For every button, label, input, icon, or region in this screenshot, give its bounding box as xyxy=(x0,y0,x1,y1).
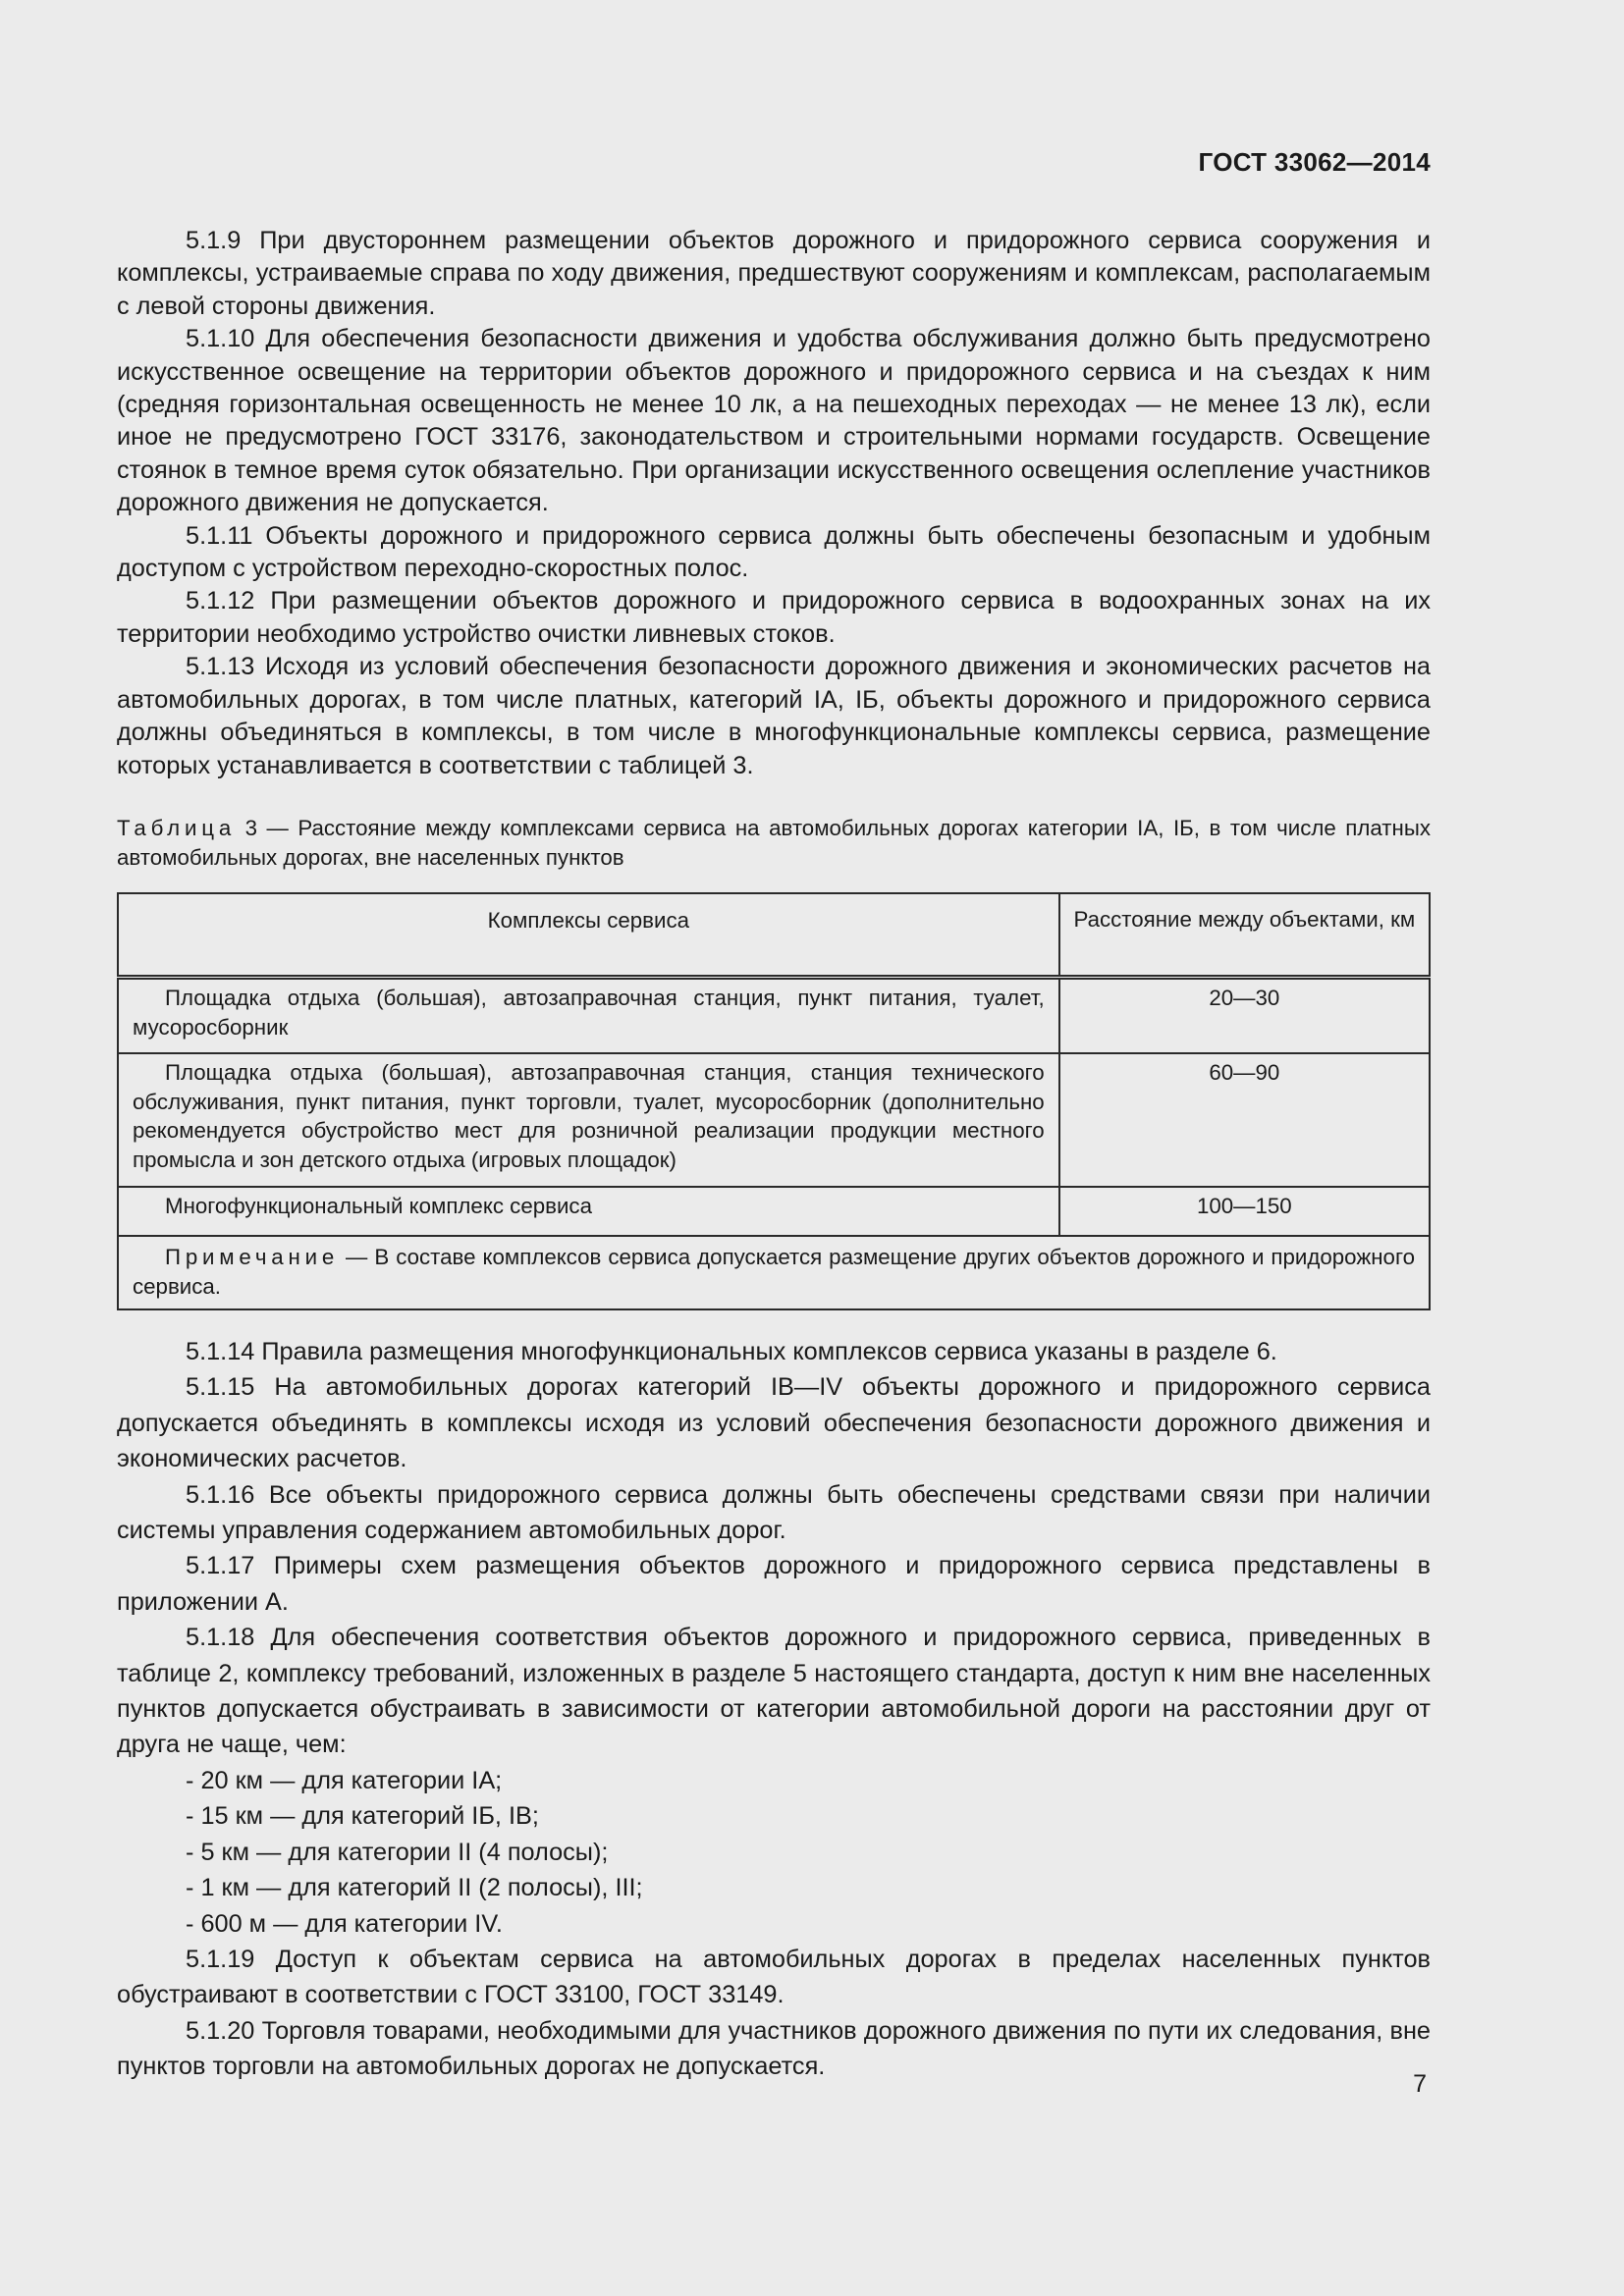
table-cell-complex-text: Площадка отдыха (большая), автозаправочная станция, станция технического обслуживания, пункт питания, пункт торговли, туалет, мусоросборник (дополнительно рекомендуется обустройство мест для розничной реализации продукции местного промысла и зон детского отдыха (игровых площадок) xyxy=(133,1060,1045,1172)
table-header-row xyxy=(118,893,1430,978)
table-note-label: Примечание xyxy=(165,1245,340,1269)
table-caption xyxy=(117,814,1431,873)
table-cell-complex-text: Площадка отдыха (большая), автозаправочная станция, пункт питания, туалет, мусоросборник xyxy=(133,986,1045,1040)
clause-5-1-13: 5.1.13 Исходя из условий обеспечения безопасности дорожного движения и экономических расчетов на автомобильных дорогах, в том числе платных, категорий IA, IБ, объекты дорожного и придорожного сервиса должны объединяться в комплексы, в том числе в многофункциональные комплексы сервиса, размещение которых устанавливается в соответствии с таблицей 3. xyxy=(117,653,1431,779)
service-distance-table xyxy=(117,892,1431,1310)
list-item: - 20 км — для категории IA; xyxy=(186,1766,503,1794)
list-item: - 15 км — для категорий IБ, IB; xyxy=(186,1802,539,1831)
clause-5-1-9: 5.1.9 При двустороннем размещении объектов дорожного и придорожного сервиса сооружения и комплексы, устраиваемые справа по ходу движения, предшествуют сооружениям и комплексам, располагаемым с левой стороны движения. xyxy=(117,227,1431,320)
clause-5-1-19: 5.1.19 Доступ к объектам сервиса на автомобильных дорогах в пределах населенных пунктов обустраивают в соответствии с ГОСТ 33100, ГОСТ 33149. xyxy=(117,1945,1431,2009)
list-item: - 5 км — для категории II (4 полосы); xyxy=(186,1838,609,1866)
document-page xyxy=(117,0,1431,2296)
clause-5-1-10: 5.1.10 Для обеспечения безопасности движения и удобства обслуживания должно быть предусмотрено искусственное освещение на территории объектов дорожного и придорожного сервиса и на съездах к ним (средняя горизонтальная освещенность не менее 10 лк, а на пешеходных переходах — не менее 13 лк), если иное не предусмотрено ГОСТ 33176, законодательством и строительными нормами государств. Освещение стоянок в темное время суток обязательно. При организации искусственного освещения ослепление участников дорожного движения не допускается. xyxy=(117,325,1431,517)
table-cell-complex xyxy=(118,978,1059,1054)
table-note-text: — В составе комплексов сервиса допускается размещение других объектов дорожного и придорожного сервиса. xyxy=(133,1245,1415,1299)
table-cell-distance: 20—30 xyxy=(1059,978,1430,1054)
table-cell-distance: 100—150 xyxy=(1059,1187,1430,1236)
table-note-row xyxy=(118,1236,1430,1309)
table-row xyxy=(118,1053,1430,1187)
clause-5-1-17: 5.1.17 Примеры схем размещения объектов дорожного и придорожного сервиса представлены в приложении А. xyxy=(117,1552,1431,1616)
table-note-content xyxy=(133,1243,1415,1301)
table-caption-label: Таблица xyxy=(117,816,237,840)
list-item: - 1 км — для категорий II (2 полосы), III; xyxy=(186,1874,643,1902)
table-header-complexes: Комплексы сервиса xyxy=(118,893,1059,978)
table-cell-complex xyxy=(118,1053,1059,1187)
table-header-distance: Расстояние между объектами, км xyxy=(1059,893,1430,978)
table-row xyxy=(118,1187,1430,1236)
clause-5-1-15: 5.1.15 На автомобильных дорогах категорий IB—IV объекты дорожного и придорожного сервиса допускается объединять в комплексы исходя из условий обеспечения безопасности дорожного движения и экономических расчетов. xyxy=(117,1373,1431,1473)
table-cell-complex xyxy=(118,1187,1059,1236)
page-number: 7 xyxy=(1413,2070,1427,2098)
clause-5-1-18: 5.1.18 Для обеспечения соответствия объектов дорожного и придорожного сервиса, приведенных в таблице 2, комплексу требований, изложенных в разделе 5 настоящего стандарта, доступ к ним вне населенных пунктов допускается обустраивать в зависимости от категории автомобильной дороги на расстоянии друг от друга не чаще, чем: xyxy=(117,1624,1431,1759)
clause-5-1-20: 5.1.20 Торговля товарами, необходимыми для участников дорожного движения по пути их следования, вне пунктов торговли на автомобильных дорогах не допускается. xyxy=(117,2016,1431,2081)
table-cell-complex-text: Многофункциональный комплекс сервиса xyxy=(165,1194,592,1218)
table-caption-text: 3 — Расстояние между комплексами сервиса на автомобильных дорогах категории IA, IБ, в том числе платных автомобильных дорогах, вне населенных пунктов xyxy=(117,816,1431,870)
table-cell-distance: 60—90 xyxy=(1059,1053,1430,1187)
table-row xyxy=(118,978,1430,1054)
table-note xyxy=(118,1236,1430,1309)
clause-5-1-14: 5.1.14 Правила размещения многофункциональных комплексов сервиса указаны в разделе 6. xyxy=(186,1338,1277,1365)
clause-5-1-12: 5.1.12 При размещении объектов дорожного и придорожного сервиса в водоохранных зонах на их территории необходимо устройство очистки ливневых стоков. xyxy=(117,587,1431,648)
document-code-header: ГОСТ 33062—2014 xyxy=(1198,147,1431,177)
clause-block-bottom xyxy=(117,1334,1431,2085)
clause-5-1-16: 5.1.16 Все объекты придорожного сервиса должны быть обеспечены средствами связи при наличии системы управления содержанием автомобильных дорог. xyxy=(117,1480,1431,1545)
list-item: - 600 м — для категории IV. xyxy=(186,1909,503,1938)
clause-5-1-11: 5.1.11 Объекты дорожного и придорожного сервиса должны быть обеспечены безопасным и удобным доступом с устройством переходно-скоростных полос. xyxy=(117,521,1431,583)
clause-block-top xyxy=(117,225,1431,782)
